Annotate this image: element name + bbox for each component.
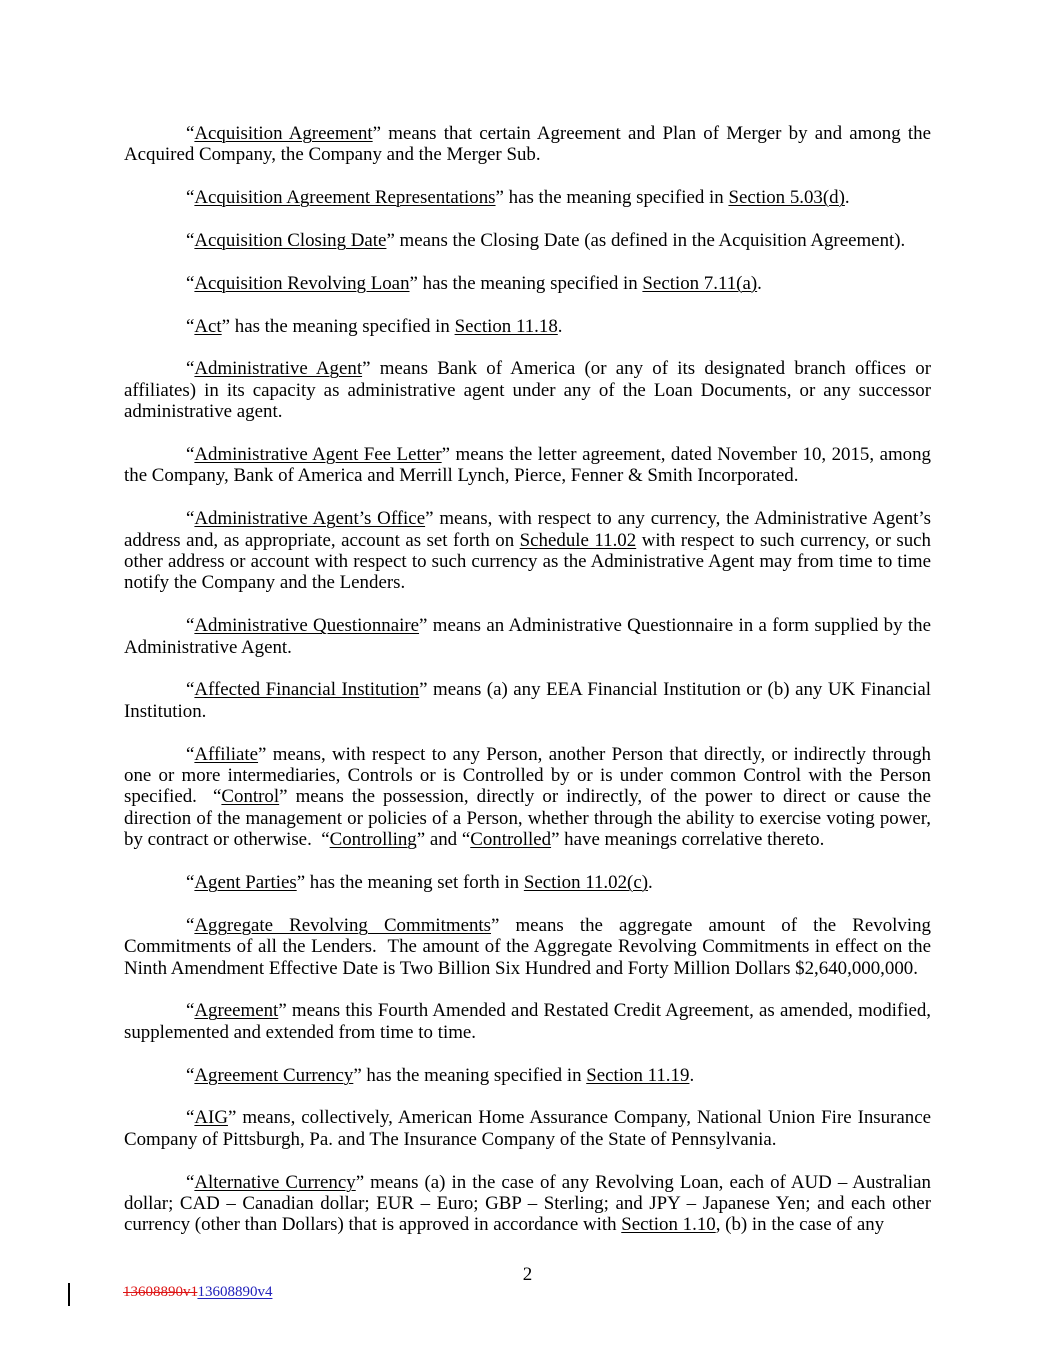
underlined-term: AIG	[194, 1107, 228, 1129]
underlined-term: Acquisition Closing Date	[194, 230, 387, 251]
underlined-term: Schedule 11.02	[519, 529, 637, 551]
definition-paragraph	[124, 123, 931, 166]
text-run: ” has the meaning specified in	[409, 272, 643, 294]
underlined-term: Administrative Agent	[194, 358, 363, 380]
text-run: with respect to such currency, or such other address or account with respect to such currency as the Administrative Agent may from time to time notify the Company and the Lenders.	[124, 529, 931, 594]
definition-paragraph	[124, 1065, 931, 1086]
text-run: ” has the meaning set forth in	[296, 872, 524, 894]
underlined-term: Administrative Agent Fee Letter	[194, 444, 442, 465]
definition-paragraph	[124, 915, 931, 979]
text-run: “	[186, 358, 195, 380]
definition-paragraph	[124, 316, 931, 337]
definition-paragraph	[124, 1000, 931, 1043]
text-run: ” have meanings correlative thereto.	[551, 829, 825, 851]
underlined-term: Acquisition Revolving Loan	[194, 272, 410, 294]
deleted-doc-id: 13608890v1	[123, 1284, 198, 1300]
definition-paragraph	[124, 444, 931, 487]
definition-paragraph	[124, 679, 931, 722]
text-run: ” has the meaning specified in	[221, 315, 455, 337]
underlined-term: Section 11.18	[454, 315, 558, 337]
text-run: “	[186, 1064, 195, 1086]
text-run: ” and “	[416, 829, 471, 851]
text-run: ” has the meaning specified in	[495, 187, 729, 209]
underlined-term: Aggregate Revolving Commitments	[194, 914, 492, 936]
underlined-term: Controlling	[329, 829, 417, 851]
underlined-term: Agreement Currency	[194, 1064, 354, 1086]
text-run: ” means the possession, directly or indirectly, of the power to direct or cause the direction of the management or policies of a Person, whether through the ability to exercise voting power, by contract or otherwise. “	[124, 786, 931, 851]
footer-doc-ids	[123, 1284, 272, 1300]
text-run: .	[689, 1064, 695, 1086]
underlined-term: Affected Financial Institution	[194, 679, 420, 701]
underlined-term: Act	[194, 315, 222, 337]
definition-paragraph	[124, 1172, 931, 1236]
underlined-term: Controlled	[470, 829, 552, 851]
underlined-term: Section 1.10	[621, 1214, 716, 1236]
underlined-term: Acquisition Agreement Representations	[194, 187, 496, 209]
change-bar	[68, 1283, 70, 1306]
underlined-term: Acquisition Agreement	[194, 123, 373, 144]
definition-paragraph	[124, 1107, 931, 1150]
underlined-term: Section 11.19	[586, 1064, 690, 1086]
text-run: ” means the letter agreement, dated November 10, 2015, among the Company, Bank of America and Merrill Lynch, Pierce, Fenner & Smith Incorporated.	[124, 444, 931, 487]
definition-paragraph	[124, 872, 931, 893]
underlined-term: Alternative Currency	[194, 1171, 356, 1193]
definition-paragraph	[124, 187, 931, 208]
text-run: ” means that certain Agreement and Plan of Merger by and among the Acquired Company, the Company and the Merger Sub.	[124, 123, 931, 166]
text-run: “	[186, 444, 195, 465]
text-run: ” means this Fourth Amended and Restated Credit Agreement, as amended, modified, supplemented and extended from time to time.	[124, 1000, 931, 1043]
text-run: “	[186, 123, 195, 144]
text-run: “	[186, 1171, 195, 1193]
underlined-term: Section 5.03(d)	[728, 187, 845, 209]
text-run: ” means an Administrative Questionnaire in a form supplied by the Administrative Agent.	[124, 615, 931, 658]
text-run: ” means, with respect to any Person, another Person that directly, or indirectly through one or more intermediaries, Controls or is Controlled by or is under common Control with the Person specified. “	[124, 743, 931, 808]
definition-paragraph	[124, 615, 931, 658]
text-run: ” means (a) in the case of any Revolving Loan, each of AUD – Australian dollar; CAD – Canadian dollar; EUR – Euro; GBP – Sterling; and JPY – Japanese Yen; and each other currency (other than Dollars) that is approved in accordance with	[124, 1171, 932, 1236]
text-run: “	[186, 872, 195, 894]
text-run: “	[186, 1000, 195, 1022]
definition-paragraph	[124, 744, 931, 851]
text-run: “	[186, 508, 195, 530]
text-run: “	[186, 743, 195, 765]
inserted-doc-id: 13608890v4	[197, 1284, 273, 1300]
definitions-body	[124, 123, 931, 1236]
text-run: “	[186, 230, 195, 251]
text-run: ” means the aggregate amount of the Revolving Commitments of all the Lenders. The amount of the Aggregate Revolving Commitments in effect on the Ninth Amendment Effective Date is Two Billion Six Hundred and Forty Million Dollars $2,640,000,000.	[124, 914, 931, 979]
text-run: .	[557, 315, 563, 337]
text-run: “	[186, 914, 195, 936]
text-run: “	[186, 679, 195, 701]
underlined-term: Administrative Questionnaire	[194, 615, 420, 637]
text-run: .	[648, 872, 653, 894]
text-run: ” has the meaning specified in	[353, 1064, 587, 1086]
text-run: “	[186, 187, 195, 209]
definition-paragraph	[124, 273, 931, 294]
definition-paragraph	[124, 508, 931, 594]
definition-paragraph	[124, 230, 931, 251]
text-run: .	[757, 272, 762, 294]
text-run: “	[186, 615, 195, 637]
text-run: .	[844, 187, 850, 209]
text-run: , (b) in the case of any	[715, 1214, 885, 1236]
text-run: “	[186, 315, 195, 337]
text-run: ” means, with respect to any currency, the Administrative Agent’s address and, as appropriate, account as set forth on	[124, 508, 931, 551]
text-run: ” means Bank of America (or any of its designated branch offices or affiliates) in its capacity as administrative agent under any of the Loan Documents, or any successor administrative agent.	[124, 358, 931, 423]
text-run: ” means (a) any EEA Financial Institution or (b) any UK Financial Institution.	[124, 679, 931, 722]
underlined-term: Agreement	[194, 1000, 279, 1022]
underlined-term: Administrative Agent’s Office	[194, 508, 426, 530]
underlined-term: Control	[221, 786, 280, 808]
underlined-term: Section 7.11(a)	[642, 272, 758, 294]
text-run: ” means the Closing Date (as defined in the Acquisition Agreement).	[386, 230, 906, 251]
page-number: 2	[522, 1264, 533, 1285]
text-run: “	[186, 1107, 195, 1129]
text-run: ” means, collectively, American Home Assurance Company, National Union Fire Insurance Company of Pittsburgh, Pa. and The Insurance Company of the State of Pennsylvania.	[124, 1107, 931, 1150]
underlined-term: Section 11.02(c)	[523, 872, 649, 894]
underlined-term: Affiliate	[194, 743, 259, 765]
definition-paragraph	[124, 358, 931, 422]
text-run: “	[186, 272, 195, 294]
underlined-term: Agent Parties	[194, 872, 297, 894]
